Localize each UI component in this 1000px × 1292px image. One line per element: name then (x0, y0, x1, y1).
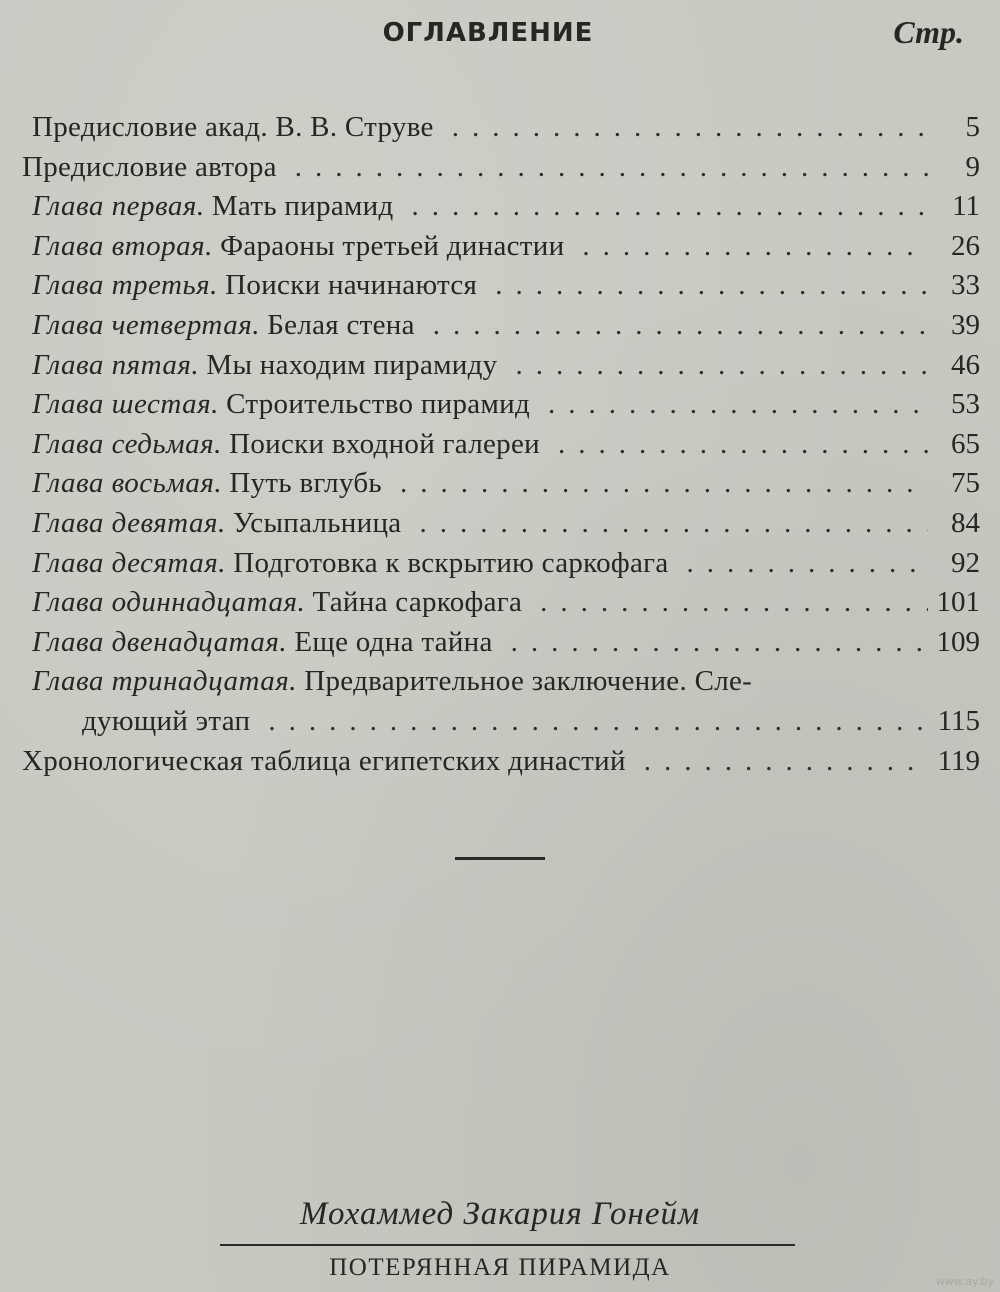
toc-entry-page: 84 (951, 506, 980, 539)
toc-entry (22, 464, 980, 504)
toc-entry-title: Поиски начинаются (225, 269, 478, 302)
toc-entry-title: Предварительное заключение. Сле- (304, 665, 753, 698)
toc-entry (22, 306, 980, 346)
toc-heading: ОГЛАВЛЕНИЕ (382, 18, 594, 48)
footer-divider (220, 1244, 795, 1246)
toc-entry-page: 53 (951, 388, 980, 421)
toc-entry-page: 5 (965, 111, 980, 143)
toc-entry-chapter: Глава пятая. (32, 348, 200, 381)
toc-entry-chapter: Глава вторая. (32, 229, 213, 262)
toc-entry-title: Мы находим пирамиду (206, 348, 498, 381)
dot-leader (277, 148, 928, 188)
toc-entry-chapter: Глава первая. (32, 190, 205, 223)
toc-entry-page: 26 (951, 229, 980, 262)
toc-entry-title: Предисловие акад. В. В. Струве (32, 111, 434, 143)
toc-entry-chapter: Глава одиннадцатая. (32, 586, 306, 619)
dot-leader (522, 583, 928, 623)
toc-entry-title: Мать пирамид (211, 190, 394, 223)
toc-entry-title: Фараоны третьей династии (220, 229, 565, 262)
toc-entry-chapter: Глава двенадцатая. (32, 625, 288, 658)
toc-entry-chapter: Глава третья. (32, 269, 218, 302)
toc-entry-chapter: Глава тринадцатая. (32, 665, 297, 698)
toc-entry (22, 148, 980, 188)
toc-entry-page: 9 (965, 150, 980, 183)
dot-leader (540, 425, 928, 465)
dot-leader (394, 187, 928, 227)
toc-entry (22, 662, 980, 702)
toc-entry-chapter: Глава девятая. (32, 506, 226, 539)
toc-entry-title-continuation: дующий этап (82, 704, 251, 737)
toc-entry (22, 266, 980, 306)
watermark: www.ay.by (935, 1275, 994, 1288)
toc-entry-chapter: Глава четвертая. (32, 308, 260, 341)
dot-leader (493, 623, 928, 663)
toc-entry-title: Тайна саркофага (312, 586, 523, 619)
book-title: ПОТЕРЯННАЯ ПИРАМИДА (329, 1254, 671, 1281)
dot-leader (415, 306, 928, 346)
toc-entry (22, 583, 980, 623)
toc-entry-title: Хронологическая таблица египетских династий (22, 744, 626, 777)
toc-entry (22, 346, 980, 386)
dot-leader (401, 504, 928, 544)
dot-leader (382, 464, 928, 504)
author-name: Мохаммед Закария Гонейм (299, 1196, 701, 1232)
toc-entry-page: 39 (951, 308, 980, 341)
toc-entry (22, 187, 980, 227)
toc-entry-chapter: Глава шестая. (32, 388, 219, 421)
toc-entry-chapter: Глава десятая. (32, 546, 226, 579)
toc-entry-page: 119 (937, 744, 980, 777)
toc-entry (22, 623, 980, 663)
toc-entry-page: 11 (952, 190, 980, 223)
toc-entry-title: Поиски входной галереи (229, 427, 540, 460)
toc-entry-continuation (22, 702, 980, 742)
toc-entry-page: 33 (951, 269, 980, 302)
toc-entry-title: Еще одна тайна (294, 625, 493, 658)
dot-leader (497, 346, 928, 386)
dot-leader (530, 385, 928, 425)
toc-entry-title: Путь вглубь (229, 467, 382, 500)
toc-entry-page: 46 (951, 348, 980, 381)
toc-entry-chapter: Глава восьмая. (32, 467, 223, 500)
toc-entry-title: Предисловие автора (22, 150, 277, 183)
toc-entry-page: 92 (951, 546, 980, 579)
dot-leader (477, 266, 928, 306)
dot-leader (564, 227, 928, 267)
toc-entry-page: 75 (951, 467, 980, 500)
toc-entry-title: Подготовка к вскрытию саркофага (233, 546, 669, 579)
dot-leader (250, 702, 928, 742)
toc-entry (22, 385, 980, 425)
dot-leader (434, 108, 928, 148)
toc-entry (22, 504, 980, 544)
toc-entry (22, 227, 980, 267)
toc-entry-title: Усыпальница (232, 506, 402, 539)
dot-leader (626, 742, 928, 782)
table-of-contents (22, 108, 980, 781)
toc-entry-title: Белая стена (267, 308, 415, 341)
toc-entry-page: 109 (936, 625, 980, 658)
toc-entry-page: 65 (951, 427, 980, 460)
page-column-label: Стр. (893, 14, 964, 50)
section-divider (455, 857, 545, 860)
toc-entry-chapter: Глава седьмая. (32, 427, 222, 460)
toc-entry-page: 101 (936, 586, 980, 619)
toc-entry-title: Строительство пирамид (226, 388, 531, 421)
toc-entry (22, 742, 980, 782)
toc-entry (22, 425, 980, 465)
toc-entry (22, 108, 980, 148)
toc-entry-page: 115 (937, 704, 980, 737)
toc-entry (22, 544, 980, 584)
dot-leader (669, 544, 928, 584)
